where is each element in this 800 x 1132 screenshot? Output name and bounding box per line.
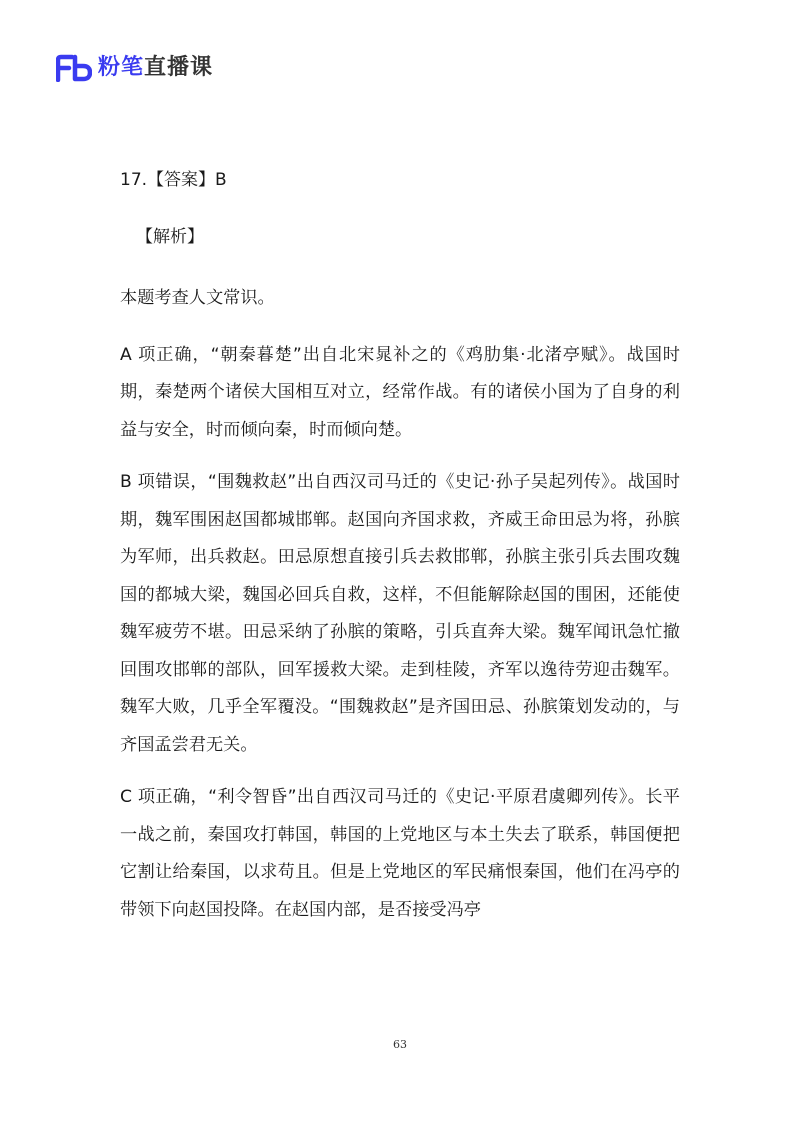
brand-name-secondary: 直播课 bbox=[144, 55, 214, 80]
option-c-paragraph: C 项正确，“利令智昏”出自西汉司马迁的《史记·平原君虞卿列传》。长平一战之前，秦国攻打韩国，韩国的上党地区与本土失去了联系，韩国便把它割让给秦国，以求苟且。但是上党地区的军民痛恨秦国，他们在冯亭的带领下向赵国投降。在赵国内部，是否接受冯亭 bbox=[120, 787, 680, 920]
page-number: 63 bbox=[393, 1038, 407, 1051]
brand-header bbox=[56, 52, 213, 84]
question-explanation bbox=[120, 166, 680, 944]
topic-paragraph: 本题考查人文常识。 bbox=[120, 288, 275, 308]
fb-logo-icon bbox=[56, 54, 92, 82]
analysis-title: 【解析】 bbox=[136, 227, 204, 247]
brand-name-primary: 粉笔 bbox=[98, 55, 145, 80]
brand-name bbox=[98, 54, 213, 82]
option-b-paragraph: B 项错误，“围魏救赵”出自西汉司马迁的《史记·孙子吴起列传》。战国时期，魏军围困赵国都城邯郸。赵国向齐国求救，齐威王命田忌为将，孙膑为军师，出兵救赵。田忌原想直接引兵去救邯郸，孙膑主张引兵去围攻魏国的都城大梁，魏国必回兵自救，这样，不但能解除赵国的围困，还能使魏军疲劳不堪。田忌采纳了孙膑的策略，引兵直奔大梁。魏军闻讯急忙撤回围攻邯郸的部队，回军援救大梁。走到桂陵，齐军以逸待劳迎击魏军。魏军大败，几乎全军覆没。“围魏救赵”是齐国田忌、孙膑策划发动的，与齐国孟尝君无关。 bbox=[120, 472, 680, 755]
answer-line: 17.【答案】B bbox=[120, 170, 227, 190]
option-a-paragraph: A 项正确，“朝秦暮楚”出自北宋晁补之的《鸡肋集·北渚亭赋》。战国时期，秦楚两个诸侯大国相互对立，经常作战。有的诸侯小国为了自身的利益与安全，时而倾向秦，时而倾向楚。 bbox=[120, 344, 680, 440]
